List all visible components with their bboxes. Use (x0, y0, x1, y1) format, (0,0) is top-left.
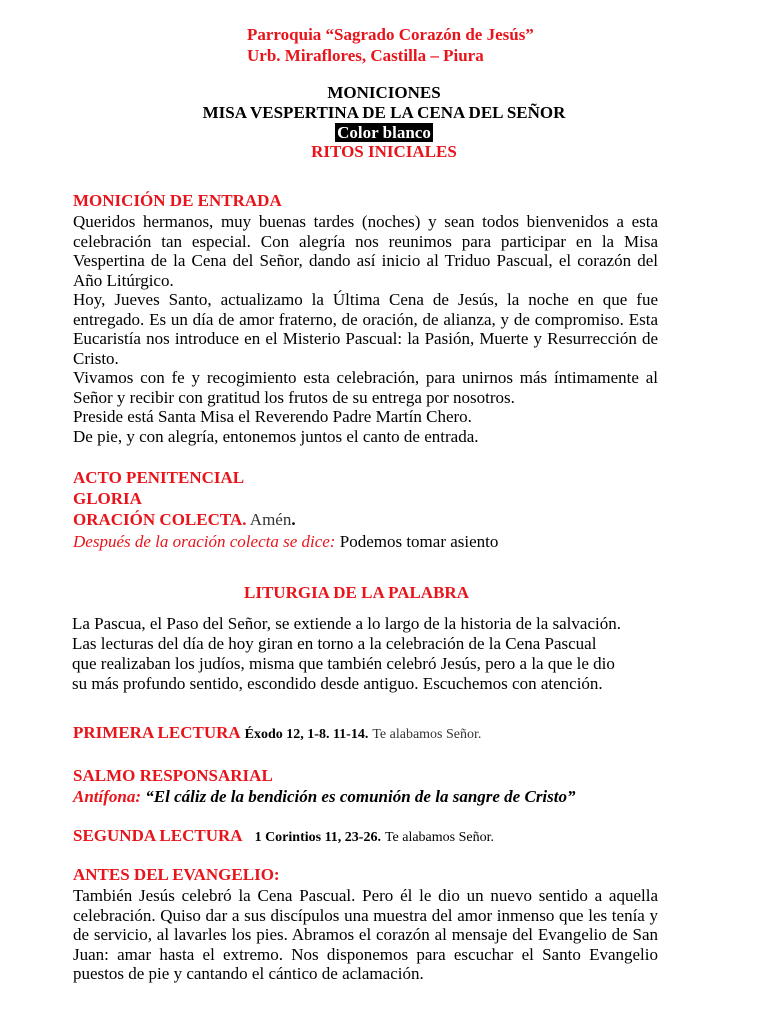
liturgia-line: que realizaban los judíos, misma que también celebró Jesús, pero a la que le dio (72, 654, 615, 673)
title-moniciones: MONICIONES (327, 83, 441, 102)
entrada-paragraph: Preside está Santa Misa el Reverendo Padre Martín Chero. (73, 407, 472, 426)
entrada-paragraph: Queridos hermanos, muy buenas tardes (noches) y sean todos bienvenidos a esta celebración tan especial. Con alegría nos reunimos para participar en la Misa Vespertina de la Cena del Señor, dando así inicio al Triduo Pascual, el corazón del Año Litúrgico. (73, 212, 658, 290)
colecta-line (73, 510, 296, 530)
entrada-paragraph: Vivamos con fe y recogimiento esta celebración, para unirnos más íntimamente al Señor y recibir con gratitud los frutos de su entrega por nosotros. (73, 368, 658, 407)
evangelio-paragraph: También Jesús celebró la Cena Pascual. Pero él le dio un nuevo sentido a aquella celebración. Quiso dar a sus discípulos una muestra del amor inmenso que les tenía y de servicio, al lavarles los pies. Abramos el corazón al mensaje del Evangelio de San Juan: amar hasta el extremo. Nos disponemos para escuchar el Santo Evangelio puestos de pie y cantando el cántico de aclamación. (73, 886, 658, 983)
color-badge: Color blanco (337, 123, 431, 142)
despues-line (73, 532, 498, 552)
parish-address: Urb. Miraflores, Castilla – Piura (247, 46, 484, 65)
entrada-paragraph: De pie, y con alegría, entonemos juntos el canto de entrada. (73, 426, 479, 446)
primera-heading: PRIMERA LECTURA (73, 723, 241, 742)
acto-heading: ACTO PENITENCIAL (73, 468, 245, 487)
entrada-body (73, 212, 658, 446)
antifona-label: Antífona: (73, 787, 142, 806)
liturgia-line: Las lecturas del día de hoy giran en torno a la celebración de la Cena Pascual (72, 634, 597, 653)
segunda-ref: 1 Corintios 11, 23-26. (254, 830, 381, 845)
entrada-paragraph: Hoy, Jueves Santo, actualizamo la Última Cena de Jesús, la noche en que fue entregado. Es un día de amor fraterno, de oración, de alianza, y de compromiso. Esta Eucaristía nos introduce en el Misterio Pascual: la Pasión, Muerte y Resurrección de Cristo. (73, 290, 658, 368)
gloria-heading: GLORIA (73, 489, 142, 508)
colecta-response: Amén (249, 510, 292, 529)
liturgia-line: La Pascua, el Paso del Señor, se extiende a lo largo de la historia de la salvación. (72, 614, 621, 633)
salmo-heading: SALMO RESPONSARIAL (73, 766, 273, 785)
primera-response: Te alabamos Señor. (372, 727, 482, 742)
liturgia-heading: LITURGIA DE LA PALABRA (244, 583, 469, 602)
colecta-heading: ORACIÓN COLECTA. (73, 510, 247, 529)
primera-line (73, 723, 481, 743)
evangelio-body (73, 886, 658, 984)
segunda-line (73, 826, 494, 846)
colecta-dot: . (291, 510, 296, 529)
title-ritos: RITOS INICIALES (311, 142, 457, 161)
entrada-heading: MONICIÓN DE ENTRADA (73, 191, 282, 210)
segunda-heading: SEGUNDA LECTURA (73, 826, 243, 845)
despues-text: Podemos tomar asiento (339, 532, 499, 551)
antifona-line (73, 787, 576, 807)
segunda-response: Te alabamos Señor. (384, 830, 494, 845)
despues-label: Después de la oración colecta se dice: (73, 532, 336, 551)
primera-ref: Éxodo 12, 1-8. 11-14. (244, 727, 369, 742)
title-misa: MISA VESPERTINA DE LA CENA DEL SEÑOR (202, 103, 566, 122)
liturgia-line: su más profundo sentido, escondido desde antiguo. Escuchemos con atención. (72, 674, 603, 693)
color-line (0, 123, 768, 143)
evangelio-heading: ANTES DEL EVANGELIO: (73, 865, 280, 884)
antifona-text: “El cáliz de la bendición es comunión de la sangre de Cristo” (145, 787, 576, 806)
parish-name: Parroquia “Sagrado Corazón de Jesús” (247, 25, 534, 44)
